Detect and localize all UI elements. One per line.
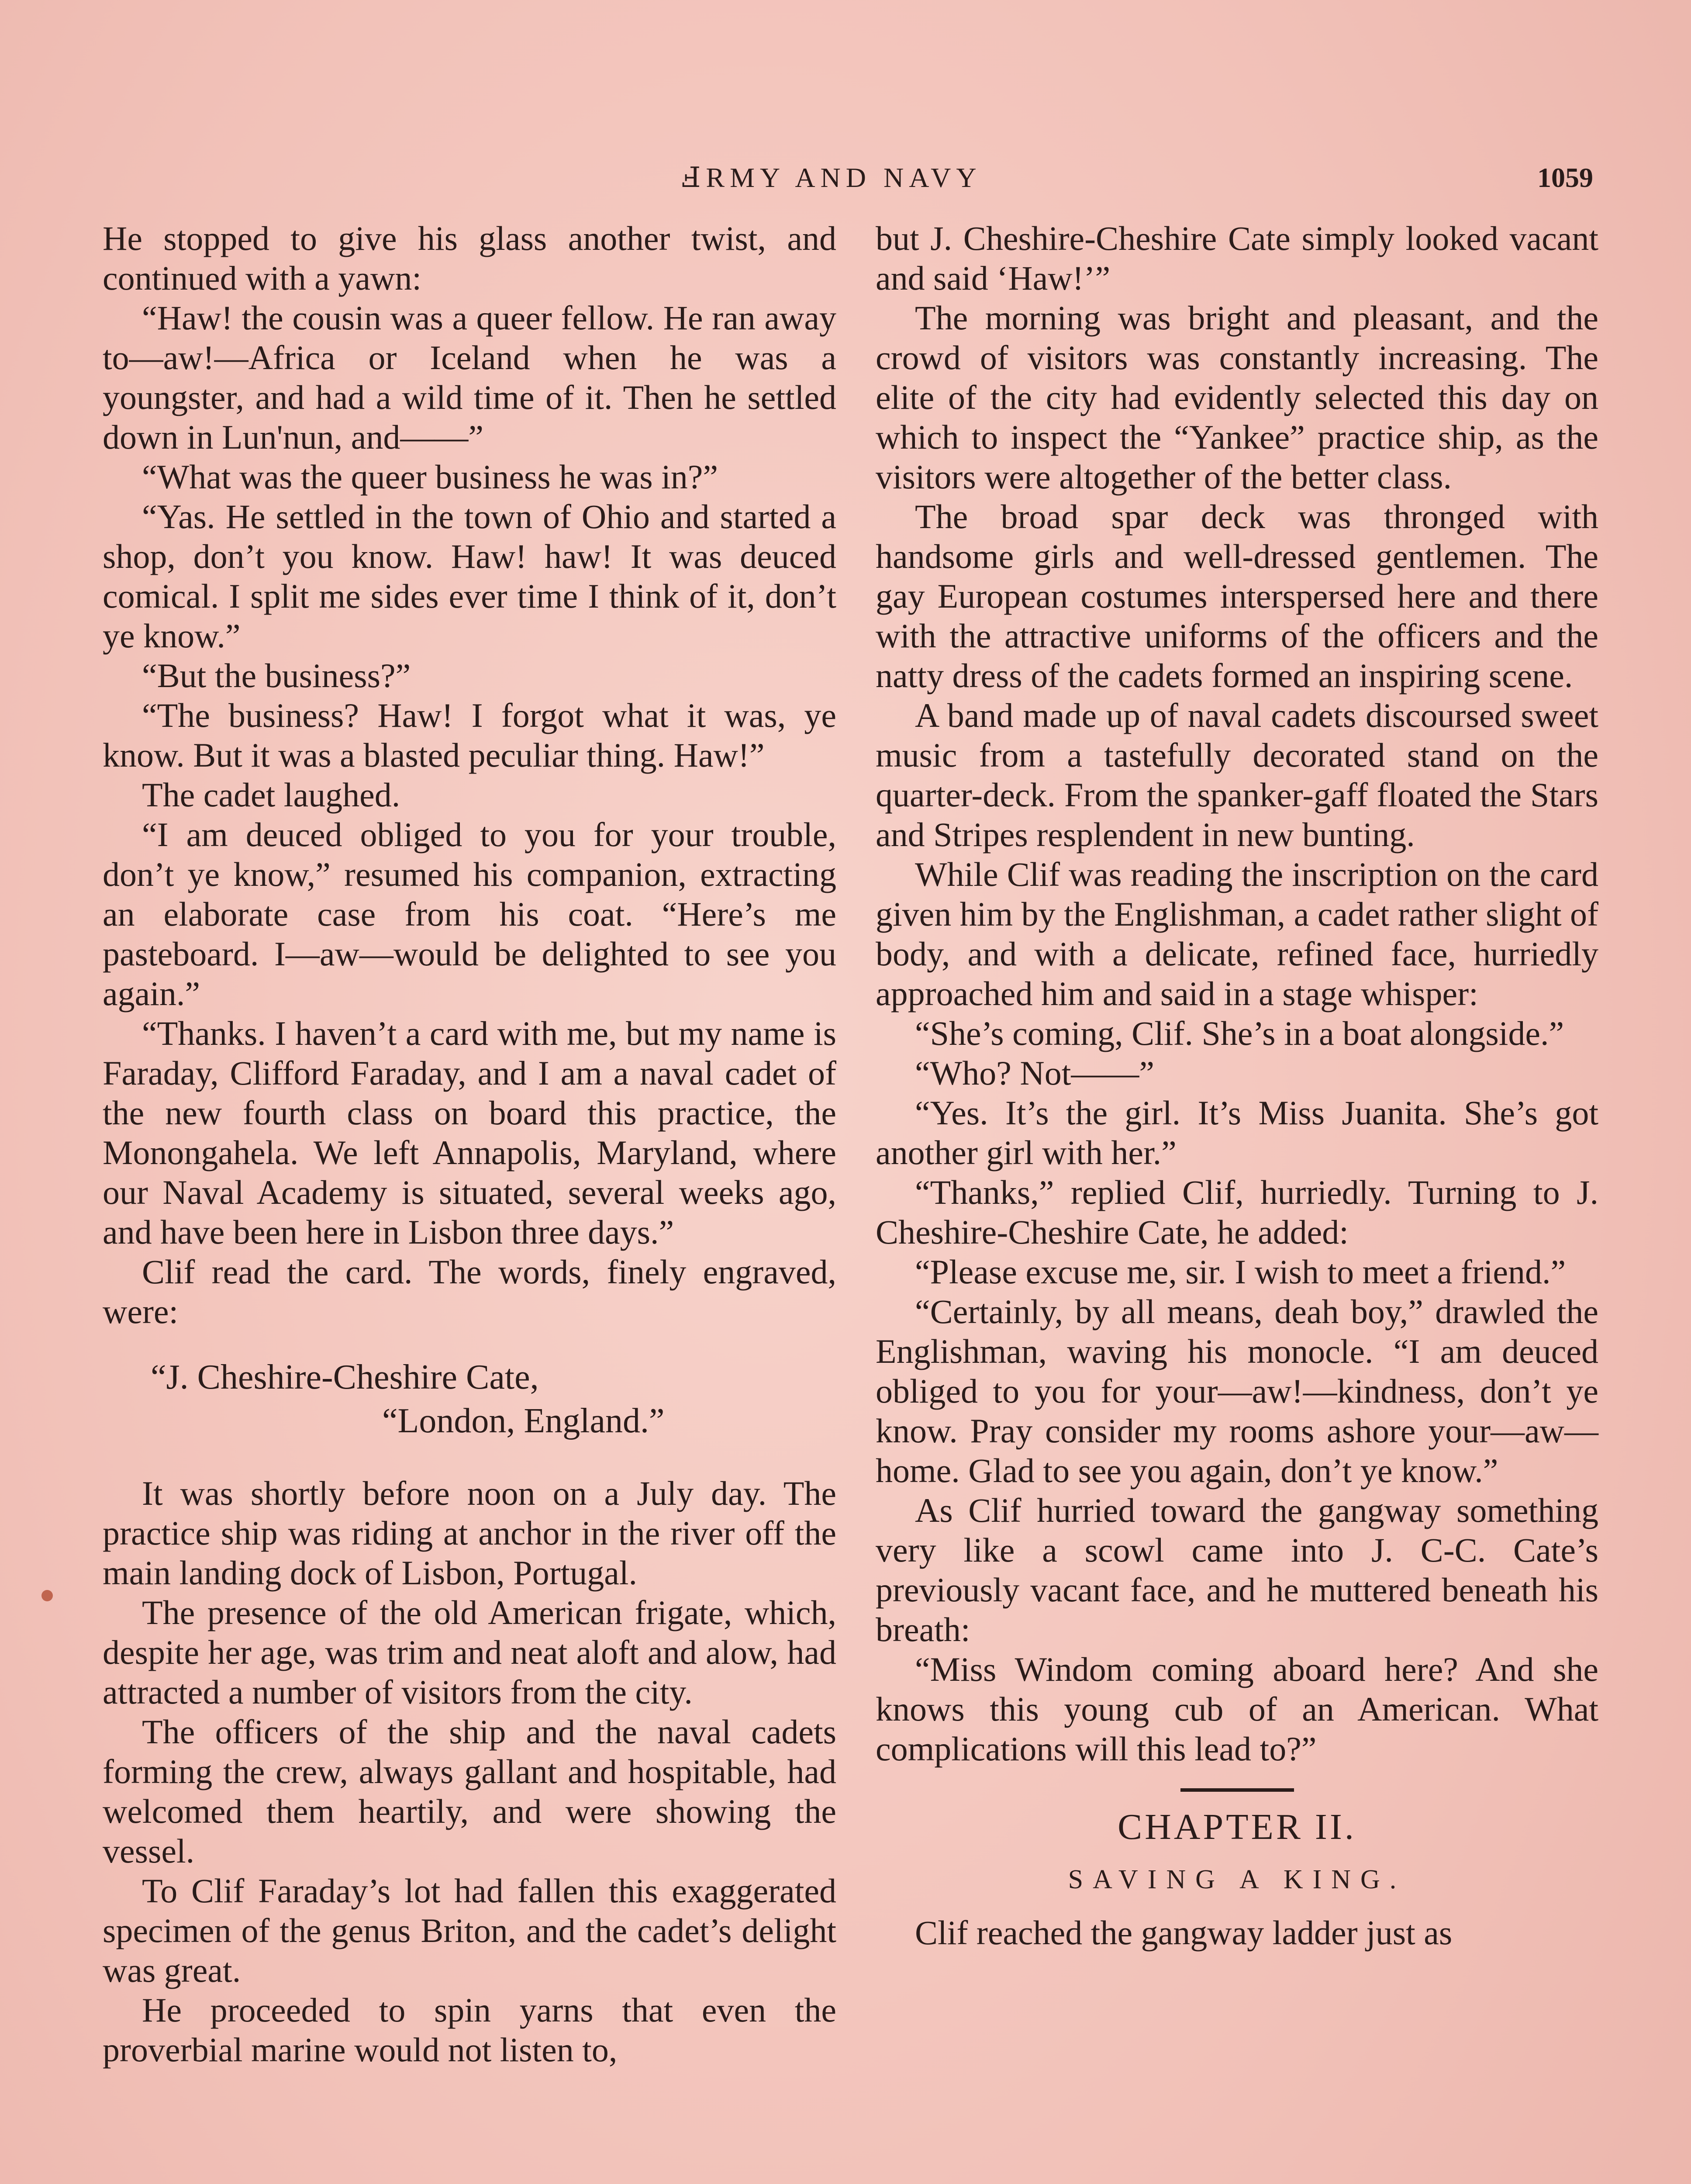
engraved-card	[103, 1355, 836, 1443]
paragraph: While Clif was reading the inscription on the card given him by the Englishman, a cadet rather slight of body, and with a delicate, refined face, hurriedly approached him and said in a stage whisper:	[876, 855, 1598, 1013]
card-location-line: “London, England.”	[382, 1402, 665, 1440]
paragraph: “Miss Windom coming aboard here? And she knows this young cub of an American. What complications will this lead to?”	[876, 1650, 1598, 1768]
paragraph: Clif read the card. The words, finely engraved, were:	[103, 1253, 836, 1330]
paragraph: It was shortly before noon on a July day. The practice ship was riding at anchor in the river off the main landing dock of Lisbon, Portugal.	[103, 1474, 836, 1592]
chapter-title: CHAPTER II.	[1118, 1807, 1356, 1847]
paragraph: Clif reached the gangway ladder just as	[915, 1914, 1453, 1952]
paragraph: The officers of the ship and the naval cadets forming the crew, always gallant and hospitable, had welcomed them heartily, and were showing the vessel.	[103, 1713, 836, 1870]
paragraph: “The business? Haw! I forgot what it was, ye know. But it was a blasted peculiar thing. Haw!”	[103, 696, 836, 774]
paragraph: He proceeded to spin yarns that even the proverbial marine would not listen to,	[103, 1991, 836, 2069]
paragraph: The broad spar deck was thronged with handsome girls and well-dressed gentlemen. The gay European costumes interspersed here and there with the attractive uniforms of the officers and the natty dress of the cadets formed an inspiring scene.	[876, 498, 1598, 695]
paragraph: “Please excuse me, sir. I wish to meet a friend.”	[915, 1253, 1566, 1291]
card-name-line: “J. Cheshire-Cheshire Cate,	[151, 1358, 539, 1396]
paragraph: “She’s coming, Clif. She’s in a boat alongside.”	[915, 1014, 1564, 1052]
chapter-subtitle: SAVING A KING.	[1068, 1865, 1406, 1894]
page-number: 1059	[1537, 162, 1593, 193]
section-divider	[1180, 1788, 1294, 1792]
left-column	[103, 218, 836, 2070]
paragraph: The presence of the old American frigate, which, despite her age, was trim and neat aloft and alow, had attracted a number of visitors from the city.	[103, 1593, 836, 1711]
right-column	[876, 218, 1598, 1952]
paragraph: “Thanks,” replied Clif, hurriedly. Turning to J. Cheshire-Cheshire Cate, he added:	[876, 1173, 1598, 1251]
paragraph: “Who? Not——”	[915, 1054, 1154, 1092]
paragraph: “I am deuced obliged to you for your trouble, don’t ye know,” resumed his companion, extracting an elaborate case from his coat. “Here’s me pasteboard. I—aw—would be delighted to see you again.”	[103, 816, 836, 1013]
running-title: ℲRMY AND NAVY	[681, 162, 982, 193]
paragraph: The cadet laughed.	[142, 776, 400, 814]
paragraph: As Clif hurried toward the gangway something very like a scowl came into J. C-C. Cate’s previously vacant face, and he muttered beneath his breath:	[876, 1491, 1598, 1648]
paragraph: A band made up of naval cadets discoursed sweet music from a tastefully decorated stand on the quarter-deck. From the spanker-gaff floated the Stars and Stripes resplendent in new bunting.	[876, 696, 1598, 854]
paragraph: “But the business?”	[142, 657, 411, 695]
page-header	[0, 162, 1691, 201]
paragraph: but J. Cheshire-Cheshire Cate simply looked vacant and said ‘Haw!’”	[876, 219, 1598, 297]
paragraph: “Thanks. I haven’t a card with me, but my name is Faraday, Clifford Faraday, and I am a naval cadet of the new fourth class on board this practice, the Monongahela. We left Annapolis, Maryland, where our Naval Academy is situated, several weeks ago, and have been here in Lisbon three days.”	[103, 1014, 836, 1251]
paragraph: The morning was bright and pleasant, and the crowd of visitors was constantly increasing. The elite of the city had evidently selected this day on which to inspect the “Yankee” practice ship, as the visitors were altogether of the better class.	[876, 299, 1598, 496]
margin-dot-mark	[41, 1590, 53, 1601]
paragraph: To Clif Faraday’s lot had fallen this exaggerated specimen of the genus Briton, and the cadet’s delight was great.	[103, 1872, 836, 1989]
paragraph: He stopped to give his glass another twist, and continued with a yawn:	[103, 219, 836, 297]
paragraph: “Haw! the cousin was a queer fellow. He ran away to—aw!—Africa or Iceland when he was a youngster, and had a wild time of it. Then he settled down in Lun'nun, and——”	[103, 299, 836, 456]
paragraph: “Certainly, by all means, deah boy,” drawled the Englishman, waving his monocle. “I am deuced obliged to you for your—aw!—kindness, don’t ye know. Pray consider my rooms ashore your—aw—home. Glad to see you again, don’t ye know.”	[876, 1292, 1598, 1489]
paragraph: “What was the queer business he was in?”	[142, 458, 718, 496]
paragraph: “Yas. He settled in the town of Ohio and started a shop, don’t you know. Haw! haw! It was deuced comical. I split me sides ever time I think of it, don’t ye know.”	[103, 498, 836, 655]
paragraph: “Yes. It’s the girl. It’s Miss Juanita. She’s got another girl with her.”	[876, 1094, 1598, 1171]
